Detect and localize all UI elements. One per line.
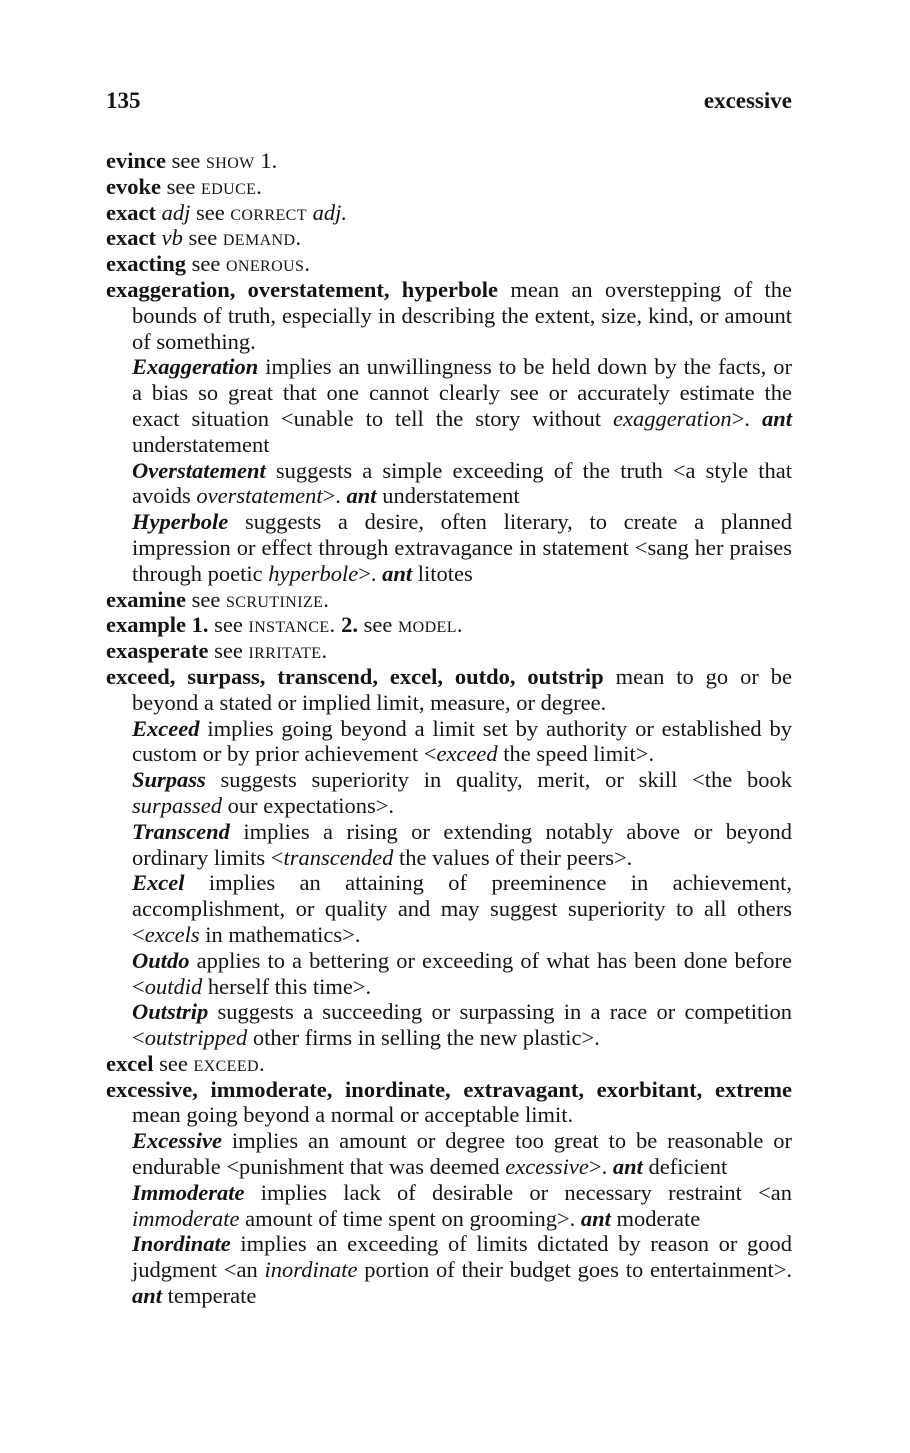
sense-text: implies an exceeding of limits dictated by reason or good judgment <an <box>132 1231 792 1283</box>
antonym: understatement <box>132 431 270 457</box>
cross-reference: instance. <box>248 612 336 638</box>
sense-text: implies going beyond a limit set by authority or established by custom or by prior achievement < <box>132 715 792 767</box>
term: Surpass <box>132 767 206 793</box>
example: hyperbole <box>268 560 359 586</box>
ant-label: ant <box>132 1283 163 1309</box>
headword: examine <box>106 586 186 612</box>
entry-exact-vb <box>106 225 792 251</box>
headword: excessive, immoderate, inordinate, extravagant, exorbitant, extreme <box>106 1076 792 1102</box>
example: excels <box>144 921 200 947</box>
example-end: the speed limit>. <box>497 741 655 767</box>
headword: excel <box>106 1050 154 1076</box>
term: Immoderate <box>132 1179 245 1205</box>
antonym: moderate <box>616 1205 701 1231</box>
definition: mean an overstepping of the bounds of truth, especially in describing the extent, size, kind, or amount of something. <box>132 276 793 354</box>
sense-number: 2. <box>341 612 359 638</box>
example-end: other firms in selling the new plastic>. <box>247 1025 600 1051</box>
example: immoderate <box>132 1205 240 1231</box>
sense-text: implies lack of desirable or necessary restraint <an <box>260 1179 792 1205</box>
entry-evoke <box>106 174 792 200</box>
term: Hyperbole <box>132 509 229 535</box>
sense-text: implies a rising or extending notably above or beyond ordinary limits < <box>132 818 792 870</box>
headword: evince <box>106 148 166 173</box>
antonym: deficient <box>648 1154 728 1180</box>
example: surpassed <box>132 792 223 818</box>
part-of-speech: vb <box>161 225 183 251</box>
example-end: the values of their peers>. <box>393 844 633 870</box>
cross-reference: exceed. <box>193 1050 265 1076</box>
entry-exasperate <box>106 638 792 664</box>
example-end: our expectations>. <box>222 792 395 818</box>
entry-exaggeration <box>106 277 792 354</box>
sense-excel <box>106 870 792 947</box>
see-label: see <box>214 638 243 664</box>
see-label: see <box>191 251 221 277</box>
term: Transcend <box>132 818 230 844</box>
sense-text: implies an unwillingness to be held down by the facts, or a bias so great that one cannot clearly see or accurately estimate the exact situation <unable to tell the story without <box>132 354 792 431</box>
entry-exceed <box>106 664 792 716</box>
headword: exact <box>106 199 156 225</box>
see-label: see <box>214 612 243 638</box>
headword: evoke <box>106 173 161 199</box>
see-label: see <box>166 173 196 199</box>
term: Exceed <box>132 715 200 741</box>
page-number: 135 <box>106 88 141 113</box>
sense-outstrip <box>106 999 792 1051</box>
ant-label: ant <box>346 483 377 509</box>
sense-text: suggests a succeeding or surpassing in a race or competition < <box>132 999 792 1051</box>
guide-word: excessive <box>703 88 792 113</box>
example: overstatement <box>196 483 323 509</box>
entry-excel <box>106 1051 792 1077</box>
cross-reference: correct <box>230 199 307 225</box>
see-label: see <box>188 225 218 251</box>
cross-reference: model. <box>398 612 463 638</box>
sense-exaggeration <box>106 354 792 457</box>
entry-example <box>106 612 792 638</box>
see-label: see <box>191 586 221 612</box>
cross-reference: onerous. <box>225 251 311 277</box>
sense-text: implies an amount or degree too great to be reasonable or endurable <punishment that was deemed <box>132 1128 792 1180</box>
headword: exact <box>106 225 156 251</box>
ant-label: ant <box>762 405 793 431</box>
part-of-speech: adj <box>161 199 191 225</box>
sense-text: applies to a bettering or exceeding of what has been done before < <box>132 947 792 999</box>
example-end: in mathematics>. <box>199 921 361 947</box>
sense-inordinate <box>106 1231 792 1308</box>
cross-reference: scrutinize. <box>225 586 330 612</box>
example: exaggeration <box>612 405 732 431</box>
entry-exact-adj <box>106 200 792 226</box>
sense-exceed <box>106 716 792 768</box>
cross-reference: irritate. <box>248 638 328 664</box>
antonym: litotes <box>417 560 473 586</box>
headword: exasperate <box>106 638 209 664</box>
ant-label: ant <box>580 1205 611 1231</box>
sense-surpass <box>106 767 792 819</box>
sense-transcend <box>106 819 792 871</box>
sense-number: 1. <box>260 148 278 173</box>
example-end: >. <box>358 560 377 586</box>
entry-examine <box>106 587 792 613</box>
example: exceed <box>436 741 498 767</box>
example-end: amount of time spent on grooming>. <box>239 1205 576 1231</box>
example: transcended <box>283 844 394 870</box>
ant-label: ant <box>382 560 413 586</box>
example-end: >. <box>322 483 341 509</box>
sense-overstatement <box>106 458 792 510</box>
term: Inordinate <box>132 1231 231 1257</box>
example: excessive <box>505 1154 589 1180</box>
example: outstripped <box>144 1025 248 1051</box>
entry-excessive <box>106 1077 792 1129</box>
example: inordinate <box>264 1257 358 1283</box>
term: Excel <box>132 870 185 896</box>
sense-hyperbole <box>106 509 792 586</box>
part-of-speech: adj. <box>312 199 347 225</box>
cross-reference: demand. <box>222 225 302 251</box>
sense-immoderate <box>106 1180 792 1232</box>
cross-reference: show <box>205 148 255 173</box>
see-label: see <box>363 612 393 638</box>
see-label: see <box>159 1050 188 1076</box>
example-end: portion of their budget goes to entertainment>. <box>357 1257 793 1283</box>
headword: exaggeration, overstatement, hyperbole <box>106 276 499 302</box>
sense-excessive <box>106 1128 792 1180</box>
sense-text: suggests a desire, often literary, to create a planned impression or effect through extravagance in statement <sang her praises through poetic <box>132 509 792 586</box>
dictionary-page <box>106 88 792 1309</box>
sense-text: suggests a simple exceeding of the truth <a style that avoids <box>132 457 793 509</box>
term: Overstatement <box>132 457 266 483</box>
example-end: herself this time>. <box>202 973 372 999</box>
entry-exacting <box>106 251 792 277</box>
sense-text: suggests superiority in quality, merit, or skill <the book <box>220 767 793 793</box>
see-label: see <box>195 199 225 225</box>
headword: exacting <box>106 251 186 277</box>
sense-number: 1. <box>191 612 209 638</box>
antonym: temperate <box>167 1283 257 1309</box>
sense-text: implies an attaining of preeminence in achievement, accomplishment, or quality and may suggest superiority to all others < <box>132 870 792 947</box>
headword: exceed, surpass, transcend, excel, outdo, outstrip <box>106 663 604 689</box>
see-label: see <box>171 148 201 173</box>
term: Outstrip <box>132 999 209 1025</box>
example-end: >. <box>588 1154 608 1180</box>
term: Exaggeration <box>132 354 259 380</box>
headword: example <box>106 612 186 638</box>
term: Outdo <box>132 947 190 973</box>
definition: mean to go or be beyond a stated or implied limit, measure, or degree. <box>132 663 792 715</box>
running-head <box>106 88 792 114</box>
term: Excessive <box>132 1128 222 1154</box>
example-end: >. <box>731 405 751 431</box>
definition: mean going beyond a normal or acceptable limit. <box>132 1102 574 1128</box>
entry-evince <box>106 148 792 174</box>
cross-reference: educe. <box>200 173 263 199</box>
ant-label: ant <box>612 1154 643 1180</box>
antonym: understatement <box>382 483 520 509</box>
example: outdid <box>144 973 203 999</box>
sense-outdo <box>106 948 792 1000</box>
